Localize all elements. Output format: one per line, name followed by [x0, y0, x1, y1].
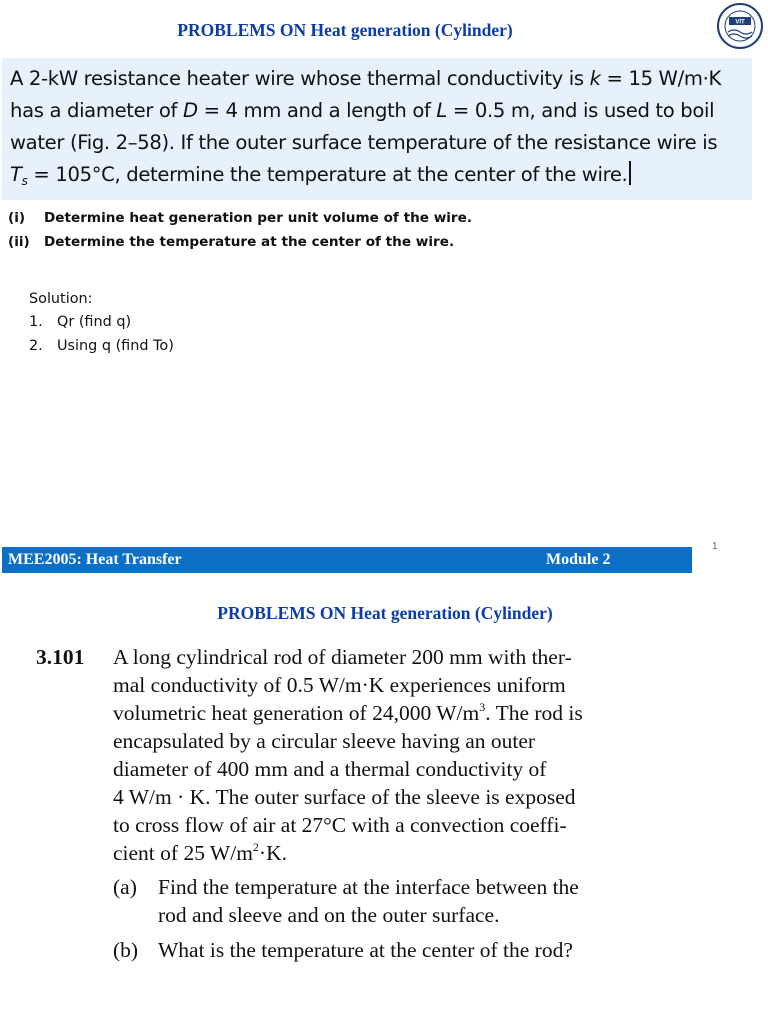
course-name: MEE2005: Heat Transfer — [8, 551, 182, 568]
task-item — [8, 206, 472, 230]
problem-line-4: $T_s = 105^\circ C$, determine the temperature at the center of the wire. — [10, 159, 744, 191]
problem-line: A long cylindrical rod of diameter 200 mm with ther- — [113, 645, 572, 669]
problem-line: 4 W/m · K. The outer surface of the sleeve is exposed — [113, 785, 576, 809]
problem-line: to cross flow of air at 27°C with a convection coeffi- — [113, 813, 567, 837]
solution-section — [29, 288, 174, 358]
slide-2 — [0, 575, 768, 1024]
slide-title: PROBLEMS ON Heat generation (Cylinder) — [177, 20, 513, 40]
problem-line: diameter of 400 mm and a thermal conductivity of — [113, 757, 547, 781]
problem-line: volumetric heat generation of 24,000 $W/m^3$. The rod is — [113, 700, 583, 725]
problem-parts — [113, 873, 726, 964]
problem-line-3: water (Fig. 2–58). If the outer surface temperature of the resistance wire is — [10, 131, 718, 154]
task-list — [8, 206, 472, 254]
problem-line: mal conductivity of 0.5 W/m·K experiences uniform — [113, 673, 566, 697]
task-text: Determine heat generation per unit volume of the wire. — [44, 210, 473, 226]
problem-line: cient of 25 $W/m^2\cdot K$. — [113, 840, 287, 865]
step-number: 1. — [29, 314, 43, 330]
step-text: Using q (find To) — [57, 338, 174, 354]
part-label: (a) — [113, 875, 137, 899]
logo-text: VIT — [735, 19, 745, 26]
problem-text — [113, 643, 583, 867]
problem-line-2: has a diameter of D = 4 mm and a length of L = 0.5 m, and is used to boil — [10, 99, 715, 122]
part-line: rod and sleeve and on the outer surface. — [158, 903, 500, 927]
solution-step — [29, 310, 174, 334]
problem-line: encapsulated by a circular sleeve having an outer — [113, 729, 536, 753]
problem-statement-box — [2, 58, 752, 200]
university-logo-icon — [716, 2, 764, 50]
page-number: 1 — [712, 541, 718, 552]
problem-number: 3.101 — [36, 645, 85, 669]
part-label: (b) — [113, 938, 139, 962]
slide-title: PROBLEMS ON Heat generation (Cylinder) — [217, 603, 553, 623]
step-text: Qr (find q) — [57, 314, 132, 330]
part-line: What is the temperature at the center of the rod? — [158, 938, 573, 962]
task-text: Determine the temperature at the center of the wire. — [44, 234, 455, 250]
problem-part — [113, 936, 726, 964]
problem-part — [113, 873, 726, 929]
solution-step — [29, 334, 174, 358]
textbook-problem — [36, 643, 726, 971]
part-line: Find the temperature at the interface between the — [158, 875, 579, 899]
task-number: (ii) — [8, 234, 30, 250]
task-number: (i) — [8, 210, 26, 226]
problem-line-1: A 2-kW resistance heater wire whose thermal conductivity is k = 15 W/m·K — [10, 67, 721, 90]
text-cursor — [629, 161, 631, 185]
task-item — [8, 230, 472, 254]
solution-heading: Solution: — [29, 291, 93, 307]
module-name: Module 2 — [546, 551, 611, 568]
slide-footer — [2, 547, 692, 573]
step-number: 2. — [29, 338, 43, 354]
